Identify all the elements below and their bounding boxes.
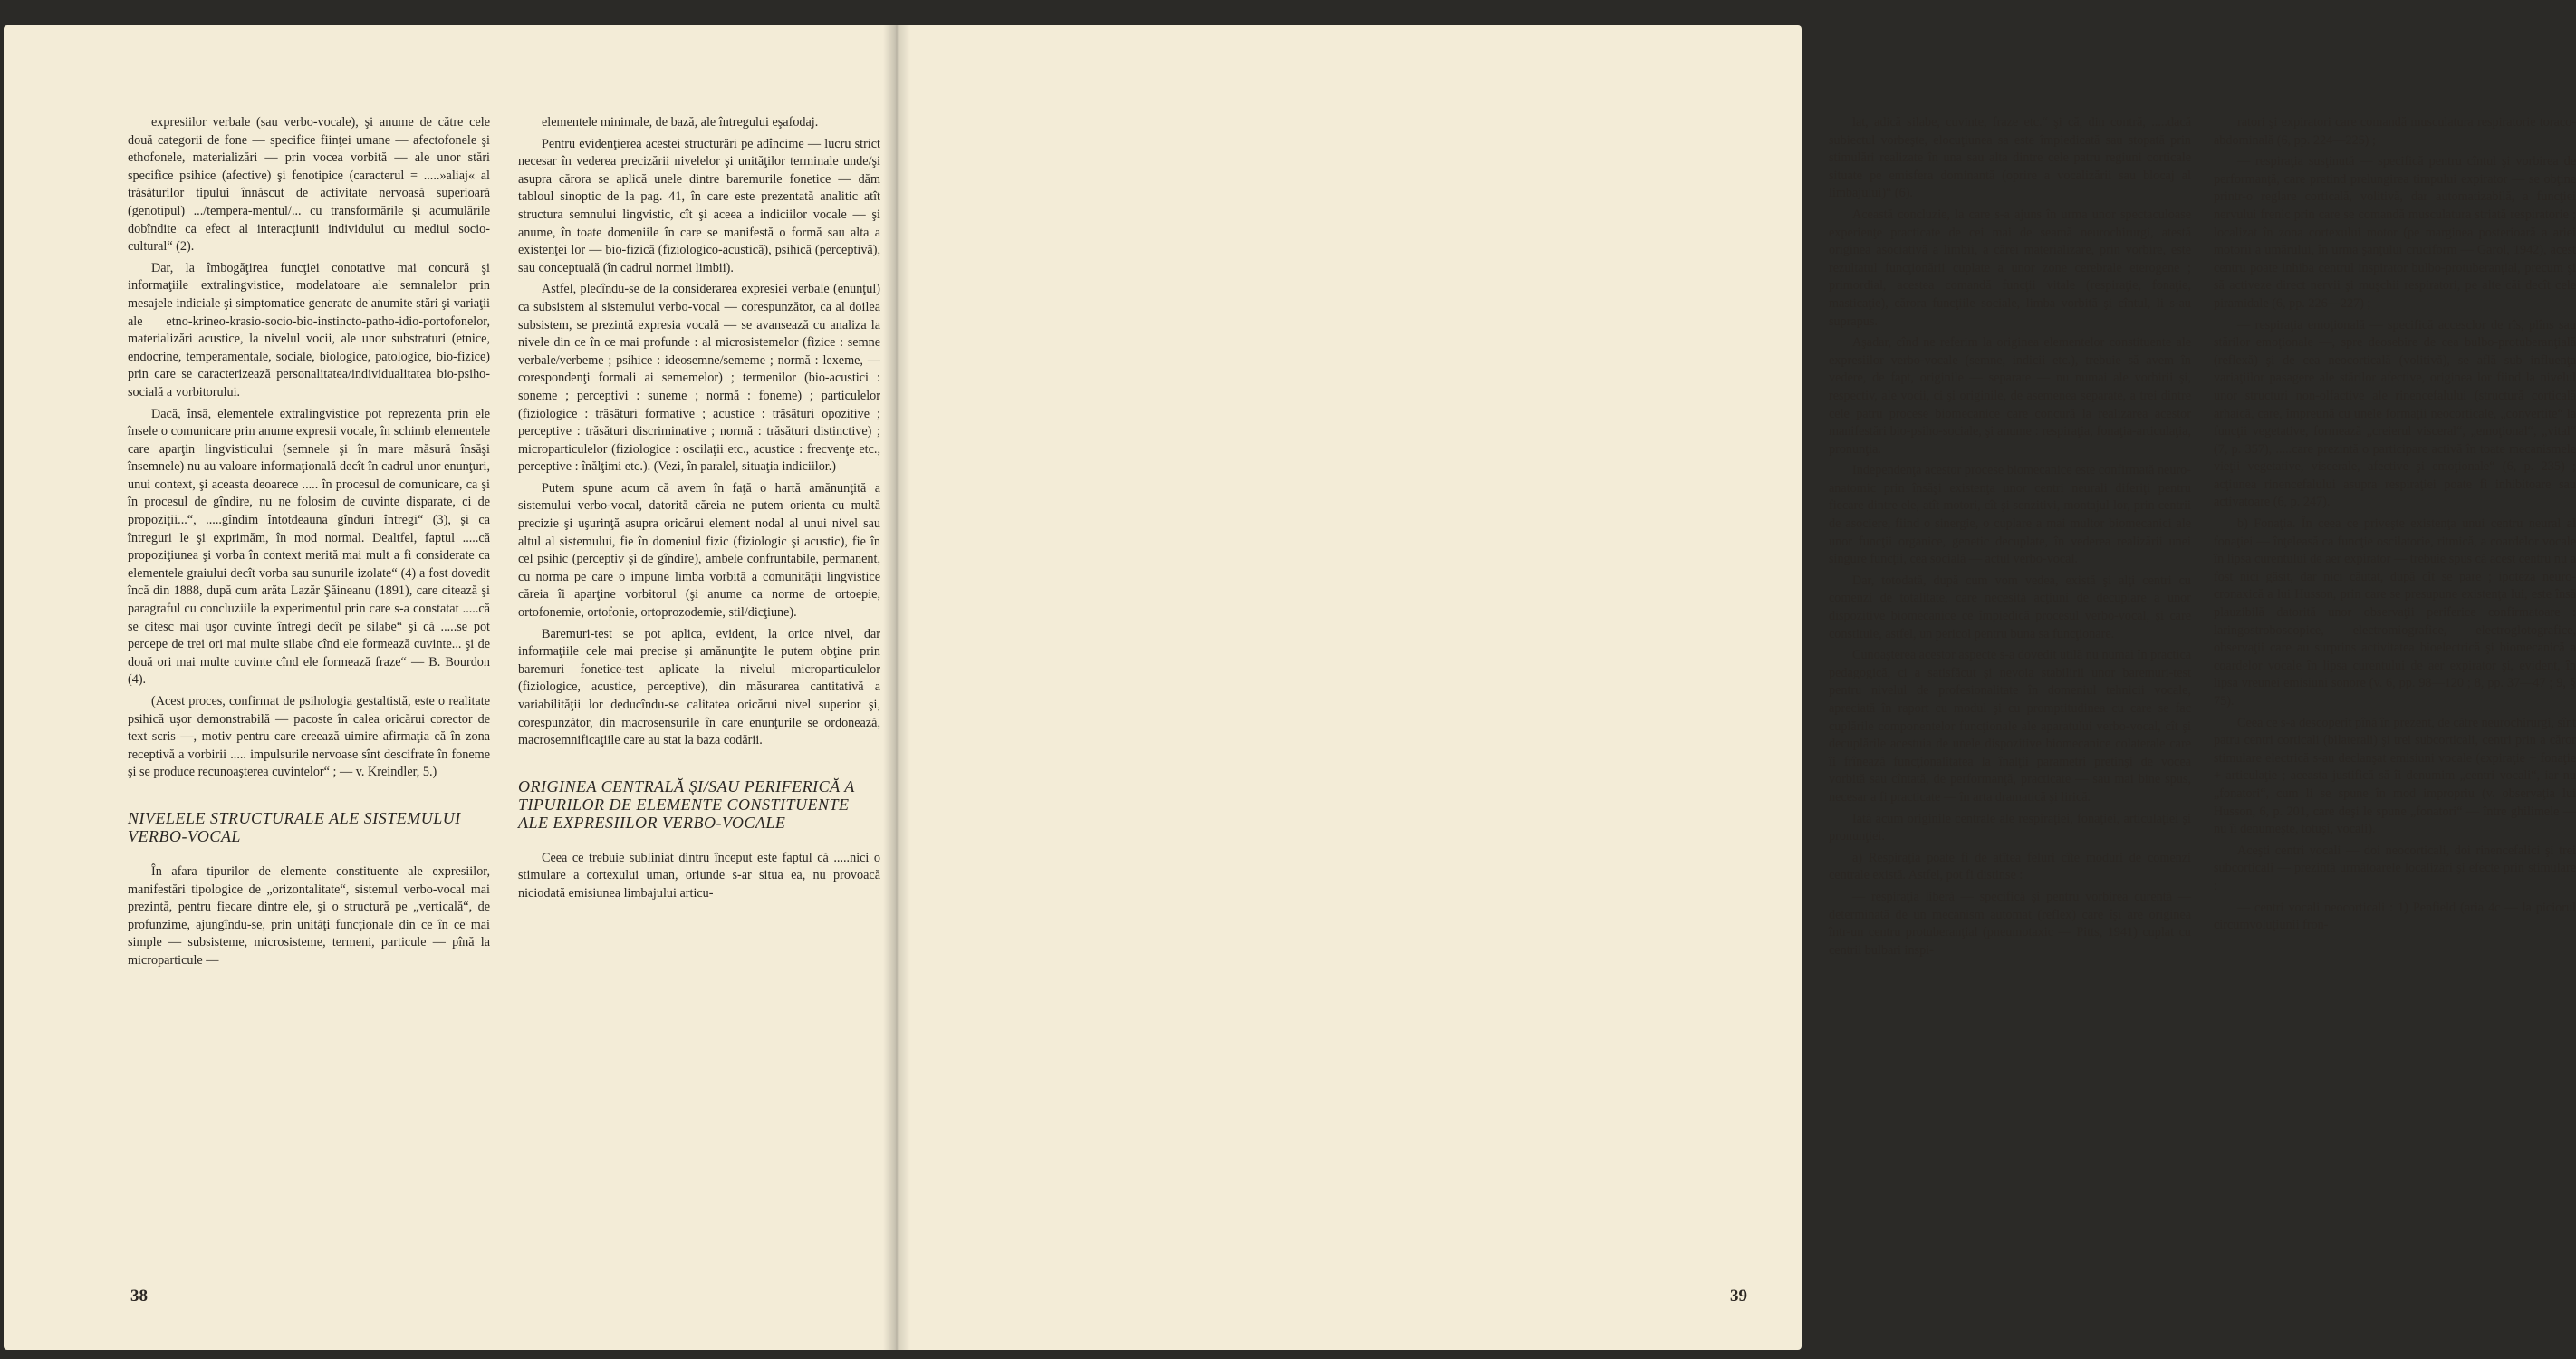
page-number-right: 39 — [1730, 1287, 1747, 1306]
paragraph: Iată acum originile centrale ale respiraţiei, fonaţiei, articulaţiei şi pronunţiei. — [1829, 811, 2191, 844]
paragraph: b) Fonaţia. În ceea ce priveşte existenţa unui centru neural al fonaţiei — înţeleasă ca funcţie oscilatorie, ritmică, a coardelor vocale în lipsa curentului de aer expirator — trebuie spus că acest centru nu a fost nici găsit, dar nici căutat, după cît se pare ; ipoteza neuro-cronaxică a lui Husson, prin care se presupune existenţa lui, este însă plauzibilă datorită unor observaţii periferice confirmatoare : laringostroboscopice, electromiografice, electroglotografice, observaţii care au surprins activitatea bioelectrică şi biomecanică a coardelor vocale în lipsa curentului de aer expirator şi, evident, în lipsa vreunei emisiuni sonore (v. 6, pp. 98—120 ; 8, pp. 37—47 ; 9, § 75). — [2214, 516, 2576, 708]
paragraph: — respiraţia emoţională — specifică accesclor de rîs, plîns sau stărilor emoţionale —, spre deosebire de cea bulbo-protuberanţială (reflexă) şi de cea neocorticală (volitivă), se află sub influenţa variaţiilor pasagere ale stărilor afective, originea lor fiind la nivelul unor structuri non-olfactive ale rinencefalului (structură corticală arhaică, care, împreună cu unele formaţii neocorticale, „convertite“ la funcţii vegetative, formează „creierul visceral“, „emoţional“, „vital“ (7, p. 357), .....care prezintă o participare activă în toate mecanismele vieţii vegetative, viscerale, afective şi emoţionale“ (6, p. 235) ; acţiunea rinencefalului asupra respiraţiei poate fi inhibitoare sau activatoare (6, p. 247). — [2214, 317, 2576, 510]
section-heading: NIVELELE STRUCTURALE ALE SISTEMULUI VERBO-VOCAL — [128, 808, 461, 845]
paragraph: Aceşti centri vocali — doi neocorticali, doi rinencefalici şi trei subcorticali — prezintă următoarele localizări şi efecte prin stimulare : — [2214, 843, 2576, 893]
section-heading: ORIGINEA CENTRALĂ ŞI/SAU PERIFERICĂ A TIPURILOR DE ELEMENTE CONSTITUENTE ALE EXPRESIILOR VERBO-VOCALE — [518, 776, 855, 832]
paragraph: — centri vocali neocorticali : 1) Penfield (aria 4c — la piciorul circumvoluţiunii fron- — [2214, 900, 2576, 933]
page-number-left: 38 — [130, 1287, 148, 1306]
paragraph: Pentru evidenţierea acestei structurări pe adîncime — lucru strict necesar în vederea precizării nivelelor şi unităţilor terminale unde/şi asupra cărora se aplică unele dintre baremurile fonetice — dăm tabloul sinoptic de la pag. 41, în care este prezentată analitic atît structura semnului lingvistic, cît şi aceea a indiciilor vocale — şi anume, în toate domeniile în care se manifestă o formă sau alta a existenţei lor — bio-fizică (fiziologico-acustică), psihică (perceptivă), sau conceptuală (în cadrul normei limbii). — [518, 136, 880, 275]
paragraph: Ceea ce s-a descoperit pînă în prezent, de către neurochirurgi, sînt patru centri corticali (bilaterali) şi trei subcorticali, centri prin a căror stimulare electrică s-au declanşat emisiuni vocale (expiraţie + fonaţie + articulaţie ; aceasta justifică să îi denumim „centri vocali“, iar nu „fonatori“, cum li se spune în mod impropriu (v. observaţia lui Husson, 6, p. 201, care deşi le spune „fonatori“ — între ghilimele — nu îi denumeşte, totuşi, vocali). — [2214, 715, 2576, 837]
left-page — [4, 25, 896, 1350]
paragraph: Baremuri-test se pot aplica, evident, la orice nivel, dar informaţiile cele mai precise şi amănunţite le putem obţine prin baremuri fonetice-test aplicate la nivelul microparticulelor (fiziologice, acustice, perceptive), din măsurarea cantitativă a variabilităţii lor deducîndu-se calitatea oricărui nivel superior şi, corespunzător, din macrosensurile în care enunţurile se ordonează, macrosemnificaţiile care au stat la baza codării. — [518, 626, 880, 748]
paragraph: lat, adică silabe, cuvinte, fraze etc.“ şi că, din contră, .....dacă subiectul vorbeşte, elocuţiunea sa este împiedicată sau stopată prin stimulări realizate în una sau alta dintre cele patru regiuni corticale situate pe emisfera dominantă (oprire a vocalizării sau blocaj al limbajului)“ (6). — [1829, 115, 2191, 201]
right-page — [896, 25, 2576, 1350]
paragraph: a) Respiraţia poate fi de atîtea feluri cîte moduri de comenzi centrale există. Astfel, pot fi distinse : — [1829, 850, 2191, 883]
paragraph: Putem spune acum că avem în faţă o hartă amănunţită a sistemului verbo-vocal, datorită căreia ne putem orienta cu multă precizie şi uşurinţă asupra oricărui element nodal al unui nivel sau altul al sistemului, fie în domeniul fizic (fiziologic şi acustic), fie în cel psihic (perceptiv şi de gîndire), ambele confruntabile, permanent, cu norma pe care o impune limba vorbită a comunităţii lingvistice căreia îi aparţine vorbitorul (şi anume ca norme de ortoepie, ortofonemie, ortofonie, ortoprozodemie, stil/dicţiune). — [518, 480, 880, 621]
paragraph: Astfel, plecîndu-se de la considerarea expresiei verbale (enunţul) ca subsistem al sistemului verbo-vocal — corespunzător, ca al doilea subsistem, se prezintă expresia vocală — se avansează cu analiza la nivele din ce în ce mai profunde : al microsistemelor (fizice : semne verbale/verbeme ; psihice : ideosemne/sememe ; normă : lexeme, — corespondenţi formali ai sememelor) ; termenilor (bio-acustici : soneme ; perceptivi : suneme ; normă : foneme) ; particulelor (fiziologice : trăsături formative ; acustice : trăsături opozitive ; perceptive : trăsături discriminative ; normă : trăsături distinctive) ; microparticulelor (fiziologice : oscilaţii etc., acustice : frecvenţe etc., perceptive : înălţimi etc.). (Vezi, în paralel, situaţia indiciilor.) — [518, 282, 880, 475]
paragraph: expresiilor verbale (sau verbo-vocale), şi anume de către cele două categorii de fone — specifice fiinţei umane — afectofonele şi ethofonele, materializări — prin vocea vorbită — ale unor stări specifice psihice (afective) şi fenotipice (caracterul = .....»aliaj« al trăsăturilor tipului înnăscut de activitate nervoasă superioară (genotipul) .../tempera-mentul/... cu transformările şi acumulările dobîndite ca efect al interacţiunii individului cu mediul socio-cultural“ (2). — [128, 115, 490, 255]
column-1 — [128, 114, 490, 1274]
paragraph: Dar, totodată, după cum vom vedea, există şi alţi centri cu comenzi de totalitate, care necesită acţiuni de decuplare a unor dispozitive biomecanice ce împiedică procesul verbo-vocal, şi care constituie, astfel, un pericol pentru buna sa funcţionare. — [1829, 573, 2191, 641]
paragraph: Independenţa acestor procese biomecanice este confirmată neuro-anatomic prin însăşi existenţa unor centri neurali diferiţi pentru fiecare dintre ele, atît motori, cît şi senzitivi, montajul lor, prin centrii de asociere, fiind o sinergie, o cuplare a mai multor biomecanici ale unor funcţii organice, genetic decuplate, în vederea realizării unei singure funcţii, cea socială — actul verbo-vocal. — [1829, 463, 2191, 567]
paragraph: — respiraţia liberă — specifică şi pentru vorbirea curentă — determinată de un mecanism automat (reflex) care îşi are originea într-un centru protuberanţial (pneumotaxic — Pitts, 1941) cuplat cu centrii bulbari inspi- — [1829, 889, 2191, 958]
paragraph: Ceea ce trebuie subliniat dintru început este faptul că .....nici o stimulare a cortexului uman, oriunde s-ar situa ea, nu provoacă niciodată emisiunea limbajului articu- — [518, 850, 880, 901]
paragraph: În afara tipurilor de elemente constituente ale expresiilor, manifestări tipologice de „orizontalitate“, sistemul verbo-vocal mai prezintă, pentru fiecare dintre ele, şi o structură pe „verticală“, de profunzime, ajungîndu-se, prin unităţi funcţionale din ce în ce mai simple — subsisteme, microsisteme, termeni, particule — pînă la microparticule — — [128, 863, 490, 968]
paragraph: Aşadar, cînd ne referim la originea elementelor constituente ale expresiilor verbo-vocale (semne, indicii etc.), trebuie să avem în vedere, de fapt, originile — separate — nu numai ale vorbirii şi, respectiv, ale vocii, ci şi originile, de asemenea separate, a trei dintre cele patru procese biomecanice care concură la realizarea acestor manifestări bio-psiho-sociale, şi anume : respiraţia, fonaţia-articulaţia, pronunţia. — [1829, 335, 2191, 457]
paragraph: (Acest proces, confirmat de psihologia gestaltistă, este o realitate psihică uşor demonstrabilă — pacoste în calea oricărui corector de text scris —, motiv pentru care creează uimire afirmaţia că în zona receptivă a vorbirii ..... impulsurile nervoase sînt descifrate în foneme şi se produce recunoaşterea cuvintelor“ ; — v. Kreindler, 5.) — [128, 694, 490, 780]
column-3 — [1829, 114, 2191, 1274]
paragraph: Această concluzie, la care s-a ajuns în urma unor spectaculoase experienţe practicate de cei mai de seamă neurochirurgi, atestă originea asociativă a limbii, a cărei materializare, prin vorbire, este rezultatul funcţionării cuplate a unor zone cerebrale eterogene ; primordial, acestea comandă funcţii vitale (respiraţie, fonaţie, masticaţie), cărora funcţiile sociale, limba vorbită şi cîntul, li s-au suprapus. — [1829, 207, 2191, 329]
paragraph: — respiraţia susţinută — specifică pentru cîntul şi vorbirea de performanţă, care pretind prelungirea timpului expirator — se obţine printr-o reglare corticală, volitivă, dar automatizabilă, a funcţiei nervului frenic prin care se comandă musculatura striată respiratorie ; localizat în zona cortexului motor (pe marginea posterioară a ariei motorii a umărului, în urma şanţului cruciform — Garol, 1942), acest centru poate inhiba centrul inspirator bulbo-protuberanţial, precum şi să activeze direct nervii şi muşchii respiratori, pe alte căi decît cele piramidale (6, pp. 226—227) ; — [2214, 154, 2576, 311]
column-2 — [518, 114, 880, 1274]
paragraph: Dacă, însă, elementele extralingvistice pot reprezenta prin ele însele o comunicare prin anume expresii vocale, în schimb elementele care aparţin lingvisticului (semnele şi în mare măsură însăşi însemnele) nu au valoare informaţională decît în cadrul unor enunţuri, unui context, şi aceasta deoarece ..... în procesul de comunicare, ca şi în procesul de gîndire, nu ne folosim de cuvinte disparate, ci de propoziţii...“, .....gîndim întotdeauna gînduri întregi“ (3), şi ca întreguri le şi exprimăm, în mod normal. Dealtfel, faptul .....că propoziţiunea şi vorba în context merită mai mult a fi considerate ca elementele graiului decît vorba sau sunurile izolate“ (4) a fost dovedit încă din 1888, după cum arăta Lazăr Şăineanu (1891), care citează şi paragraful cu concluziile la experimentul prin care s-a constatat .....că se citesc mai uşor cuvinte întregi decît pe silabe“ şi că .....se pot percepe de trei ori mai multe silabe cînd ele formează cuvinte... şi de două ori mai multe cuvinte cînd ele formează fraze“ — B. Bourdon (4). — [128, 406, 490, 688]
paragraph: Dar, la îmbogăţirea funcţiei conotative mai concură şi informaţiile extralingvistice, modelatoare ale semnalelor prin mesajele indiciale şi simptomatice generate de anumite stări şi variaţii ale etno-krineo-krasio-socio-bio-instincto-patho-idio-portofonelor, materializări acustice, la nivelul vocii, ale unor substraturi (etnice, endocrine, temperamentale, sociale, biologice, patologice, bio-fizice) prin care se caracterizează personalitatea/individualitatea bio-psiho-socială a vorbitorului. — [128, 260, 490, 400]
column-4 — [2214, 114, 2576, 1274]
paragraph: ratori şi expiratori care comandă musculatura respiratorie toraco-abdominală (6, pp. 224—225) ; — [2214, 115, 2576, 148]
paragraph: elementele minimale, de bază, ale întregului eşafodaj. — [542, 115, 819, 130]
paragraph: Cunoaşterea acestor aspecte s-a dovedit utilă nu numai în practica pedagogică, ci a satisfăcut şi nevoia stabilirii unor baremuri-test pentru nivelul de profesionalitate în domeniul tehnicii vocale, apreciată în raport cu modul şi cu promptitudinea cu care se fac cuplările componentelor funcţionale ale aparatului verbo-vocal, cît şi decuplările acestuia de unele dispozitive biomecanice colaterale care îi frînează funcţionalitatea la înalţii parametri pretinşi de vocea vorbită sau cîntată, de performanţă, practicate — sau mai bine spus, necesar a fi practicate — în arta dramatică şi lirică. — [1829, 648, 2191, 805]
